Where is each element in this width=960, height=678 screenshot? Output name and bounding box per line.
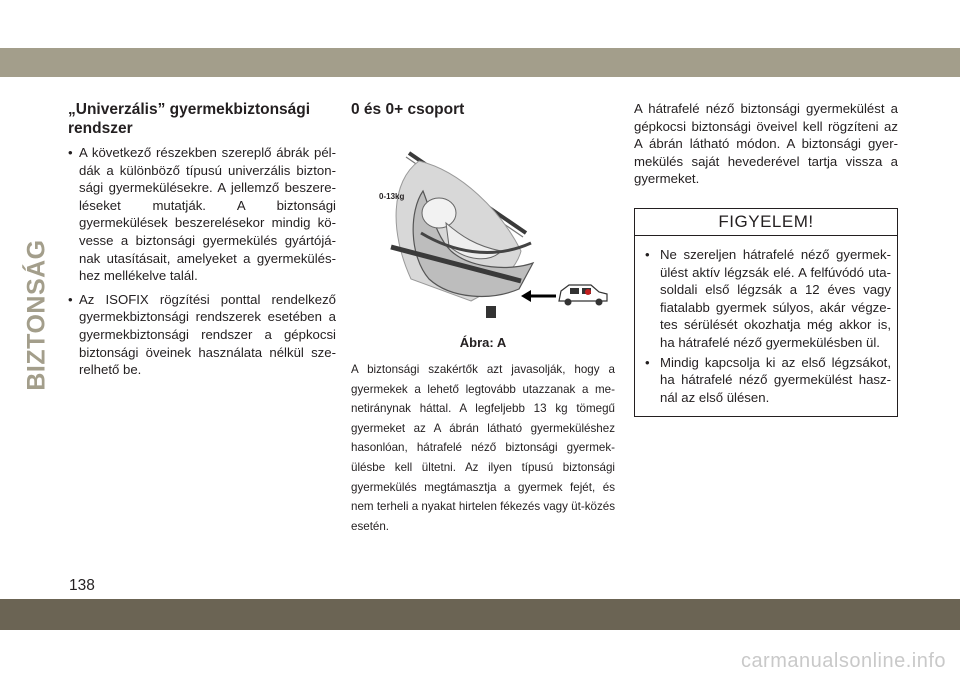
rear-facing-seat-illustration <box>351 151 615 321</box>
weight-label: 0-13kg <box>379 192 405 201</box>
watermark-text: carmanualsonline.info <box>740 650 946 672</box>
installation-paragraph: A hátrafelé néző biztonsági gyermekülést a gépkocsi biztonsági öveivel kell rögzíteni az A ábrán látható módon. A biztonsági gyer-mekülés saját hevederével tartja vissza a gyermeket. <box>634 101 898 187</box>
column-1 <box>68 100 336 385</box>
section-tab <box>22 239 51 391</box>
list-item <box>641 354 891 407</box>
column-2 <box>351 100 615 536</box>
warning-title: FIGYELEM! <box>635 209 897 236</box>
bullet-dot: • <box>645 354 650 370</box>
figure-a <box>351 151 615 321</box>
warning-body <box>635 236 897 416</box>
list-item <box>68 291 336 379</box>
section-heading-group: 0 és 0+ csoport <box>351 101 465 118</box>
footer-band <box>0 599 960 630</box>
bullet-dot: • <box>68 145 73 160</box>
car-icon <box>559 285 607 306</box>
list-item-text: Ne szereljen hátrafelé néző gyermek-ülést aktív légzsák elé. A felfúvódó uta-soldali első légzsák a 12 éves vagy fiatalabb gyermek súlyos, akár végze-tes sérülését okozhatja még akkor is, ha hátrafelé néző gyermekülésben ül. <box>660 246 891 350</box>
list-item <box>68 144 336 285</box>
list-item-text: Mindig kapcsolja ki az első légzsákot, ha hátrafelé néző gyermekülést hasz-nál az első ülésen. <box>660 354 891 405</box>
bullet-list-universal <box>68 144 336 379</box>
list-item <box>641 246 891 352</box>
bullet-dot: • <box>645 246 650 262</box>
column-3 <box>634 100 898 417</box>
figure-caption: Ábra: A <box>459 335 507 350</box>
header-band <box>0 48 960 77</box>
section-label: BIZTONSÁG <box>22 239 51 391</box>
page-number: 138 <box>69 577 95 594</box>
list-item-text: A következő részekben szereplő ábrák pél-dák a különböző típusú univerzális bizton-sági gyermekülésekre. A jellemző beszere-léseket mutatják. A biztonsági gyermekülések beszerelésekor mindig kö-vesse a biztonsági gyermekülés gyártójá-nak utasításait, amelyeket a gyermekülés-hez mellékelve talál. <box>79 145 336 284</box>
rear-facing-paragraph: A biztonsági szakértők azt javasolják, hogy a gyermekek a lehető legtovább utazzanak a me-netiránynak háttal. A legfeljebb 13 kg tömegű gyermeket az A ábrán látható gyermeküléshez hasonlóan, hátrafelé néző biztonsági gyermek-ülésbe kell ültetni. Az ilyen típusú biztonsági gyermekülés megtámasztja a gyermek fejét, és nem terheli a nyakat hirtelen fékezés vagy üt-közés esetén. <box>351 363 615 533</box>
warning-box <box>634 208 898 417</box>
warning-list <box>641 246 891 406</box>
list-item-text: Az ISOFIX rögzítési ponttal rendelkező gyermekbiztonsági rendszerek esetében a gyermekbiztonsági rendszer a gépkocsi biztonsági öveinek használata nélkül sze-relhető be. <box>79 291 336 378</box>
bullet-dot: • <box>68 291 73 307</box>
section-heading-universal: „Univerzális” gyermekbiztonsági rendszer <box>68 101 311 137</box>
